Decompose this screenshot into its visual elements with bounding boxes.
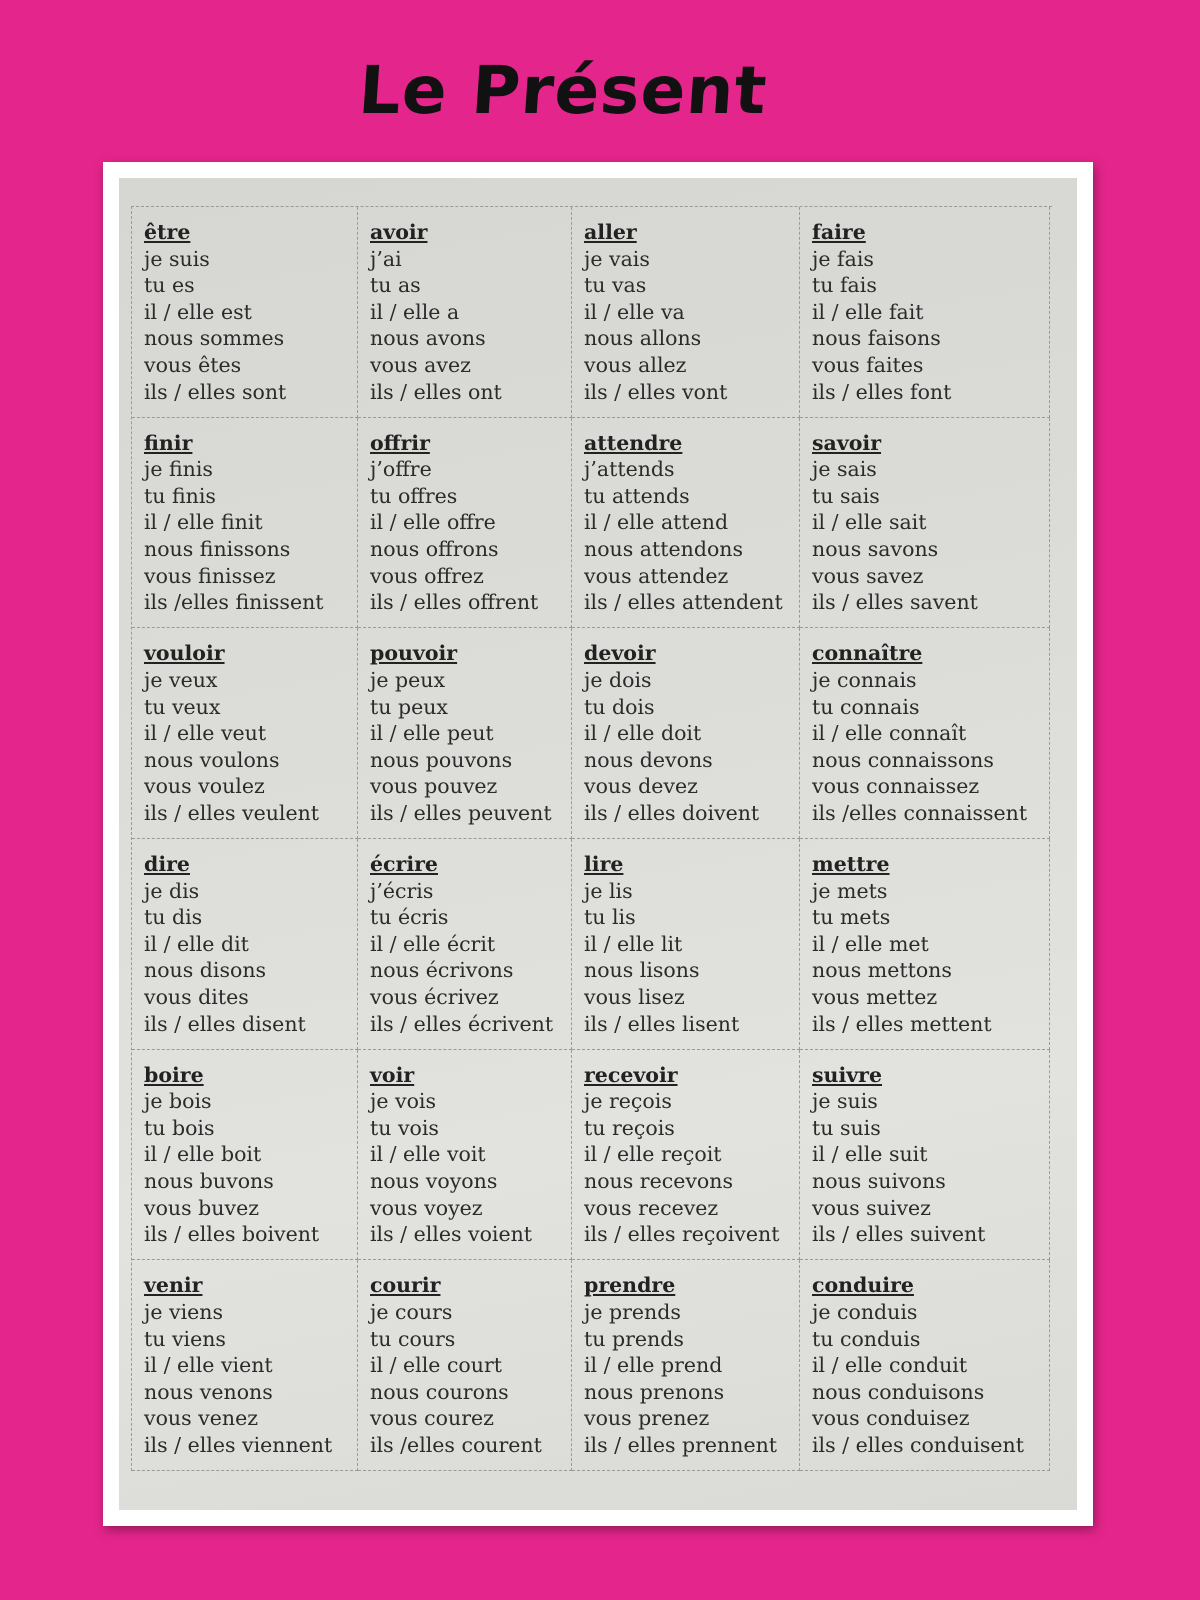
- conjugation-form: il / elle attend: [584, 510, 729, 535]
- conjugation-form: ils /elles courent: [370, 1432, 542, 1457]
- verb-infinitive: pouvoir: [370, 641, 458, 666]
- conjugation-form: ils / elles mettent: [812, 1011, 992, 1036]
- conjugation-form: ils / elles voient: [370, 1222, 533, 1247]
- conjugation-form: ils / elles savent: [812, 590, 978, 615]
- conjugation-form: tu écris: [370, 905, 449, 930]
- conjugation-form: nous connaissons: [812, 747, 994, 772]
- verb-cell: [358, 1050, 572, 1261]
- conjugation-form: tu reçois: [584, 1115, 675, 1140]
- conjugation-form: nous écrivons: [370, 958, 514, 983]
- conjugation-form: tu finis: [144, 483, 216, 508]
- conjugation-table: [131, 206, 1052, 1471]
- conjugation-form: vous allez: [584, 352, 687, 377]
- conjugation-form: nous allons: [584, 326, 702, 351]
- conjugation-form: vous lisez: [584, 984, 685, 1009]
- conjugation-form: il / elle fait: [812, 299, 924, 324]
- conjugation-form: tu dis: [144, 905, 203, 930]
- conjugation-form: vous voulez: [144, 774, 265, 799]
- conjugation-form: tu viens: [144, 1326, 226, 1351]
- verb-cell: [358, 418, 572, 629]
- conjugation-form: nous recevons: [584, 1169, 733, 1194]
- conjugation-form: j’écris: [370, 878, 434, 903]
- conjugation-form: ils / elles attendent: [584, 590, 783, 615]
- verb-infinitive: aller: [584, 220, 637, 244]
- conjugation-form: je vais: [584, 246, 650, 271]
- conjugation-form: ils / elles viennent: [144, 1432, 333, 1457]
- conjugation-form: ils / elles vont: [584, 379, 728, 404]
- verb-cell: [132, 1260, 358, 1471]
- verb-infinitive: avoir: [370, 220, 428, 244]
- conjugation-form: je conduis: [812, 1299, 918, 1324]
- conjugation-form: ils / elles peuvent: [370, 800, 552, 825]
- verb-cell: [358, 207, 572, 418]
- conjugation-form: nous lisons: [584, 958, 700, 983]
- conjugation-form: vous faites: [812, 352, 924, 377]
- conjugation-form: je connais: [812, 667, 917, 692]
- conjugation-form: ils /elles connaissent: [812, 800, 1028, 825]
- verb-infinitive: voir: [370, 1062, 415, 1087]
- conjugation-form: il / elle peut: [370, 721, 494, 746]
- conjugation-form: ils / elles suivent: [812, 1222, 986, 1247]
- conjugation-form: vous recevez: [584, 1195, 719, 1220]
- conjugation-form: nous faisons: [812, 326, 941, 351]
- conjugation-form: nous venons: [144, 1379, 273, 1404]
- conjugation-form: nous pouvons: [370, 747, 513, 772]
- verb-infinitive: attendre: [584, 430, 683, 455]
- conjugation-form: je dois: [584, 667, 652, 692]
- conjugation-form: je cours: [370, 1299, 453, 1324]
- conjugation-form: vous êtes: [144, 352, 242, 377]
- conjugation-form: il / elle met: [812, 931, 929, 956]
- verb-cell: [132, 1050, 358, 1261]
- verb-infinitive: courir: [370, 1273, 441, 1298]
- conjugation-form: j’attends: [584, 457, 675, 482]
- conjugation-form: tu prends: [584, 1326, 684, 1351]
- conjugation-form: je vois: [370, 1089, 437, 1114]
- verb-infinitive: faire: [812, 220, 866, 244]
- conjugation-form: il / elle a: [370, 299, 460, 324]
- conjugation-form: je bois: [144, 1089, 212, 1114]
- conjugation-form: nous voulons: [144, 747, 280, 772]
- conjugation-form: ils / elles lisent: [584, 1011, 740, 1036]
- verb-cell: [572, 628, 800, 839]
- verb-infinitive: finir: [144, 430, 193, 455]
- conjugation-form: nous avons: [370, 326, 486, 351]
- verb-cell: [572, 1260, 800, 1471]
- verb-cell: [572, 1050, 800, 1261]
- conjugation-form: vous attendez: [584, 563, 729, 588]
- conjugation-form: je viens: [144, 1299, 223, 1324]
- conjugation-form: tu es: [144, 273, 195, 298]
- conjugation-form: il / elle voit: [370, 1142, 486, 1167]
- conjugation-form: il / elle offre: [370, 510, 496, 535]
- conjugation-form: je lis: [584, 878, 633, 903]
- conjugation-form: tu fais: [812, 273, 877, 298]
- conjugation-form: nous mettons: [812, 958, 952, 983]
- conjugation-form: il / elle sait: [812, 510, 927, 535]
- conjugation-form: nous disons: [144, 958, 267, 983]
- page-title: Le Présent: [356, 52, 770, 129]
- conjugation-form: je mets: [812, 878, 888, 903]
- conjugation-form: tu cours: [370, 1326, 456, 1351]
- verb-cell: [800, 628, 1050, 839]
- conjugation-form: nous buvons: [144, 1169, 274, 1194]
- conjugation-form: je fais: [812, 246, 874, 271]
- conjugation-form: j’ai: [370, 246, 402, 271]
- verb-cell: [132, 418, 358, 629]
- verb-infinitive: être: [144, 220, 191, 244]
- conjugation-form: il / elle court: [370, 1353, 503, 1378]
- conjugation-form: ils / elles offrent: [370, 590, 539, 615]
- conjugation-form: tu suis: [812, 1115, 881, 1140]
- verb-cell: [132, 839, 358, 1050]
- conjugation-form: il / elle reçoit: [584, 1142, 722, 1167]
- verb-cell: [358, 1260, 572, 1471]
- conjugation-form: il / elle connaît: [812, 721, 967, 746]
- conjugation-form: il / elle boit: [144, 1142, 262, 1167]
- conjugation-form: j’offre: [370, 457, 432, 482]
- conjugation-form: tu connais: [812, 694, 920, 719]
- verb-cell: [800, 207, 1050, 418]
- conjugation-form: je suis: [144, 246, 210, 271]
- conjugation-form: je veux: [144, 667, 218, 692]
- conjugation-form: vous buvez: [144, 1195, 260, 1220]
- conjugation-form: nous offrons: [370, 537, 499, 562]
- verb-infinitive: lire: [584, 852, 624, 876]
- photo-frame: [103, 162, 1093, 1526]
- conjugation-form: je reçois: [584, 1089, 672, 1114]
- conjugation-form: je dis: [144, 878, 200, 903]
- conjugation-form: nous conduisons: [812, 1379, 985, 1404]
- conjugation-form: tu vas: [584, 273, 647, 298]
- verb-infinitive: mettre: [812, 852, 890, 876]
- verb-cell: [800, 839, 1050, 1050]
- conjugation-form: il / elle vient: [144, 1353, 273, 1378]
- conjugation-form: il / elle dit: [144, 931, 249, 956]
- conjugation-form: il / elle est: [144, 299, 252, 324]
- conjugation-form: je finis: [144, 457, 213, 482]
- verb-cell: [800, 418, 1050, 629]
- verb-infinitive: dire: [144, 852, 190, 876]
- conjugation-form: tu mets: [812, 905, 891, 930]
- conjugation-form: tu lis: [584, 905, 636, 930]
- verb-cell: [800, 1050, 1050, 1261]
- conjugation-form: il / elle prend: [584, 1353, 723, 1378]
- conjugation-form: je peux: [370, 667, 446, 692]
- conjugation-form: ils / elles veulent: [144, 800, 320, 825]
- conjugation-form: il / elle doit: [584, 721, 702, 746]
- verb-cell: [132, 207, 358, 418]
- conjugation-form: vous venez: [144, 1406, 259, 1431]
- verb-infinitive: prendre: [584, 1273, 676, 1298]
- verb-infinitive: savoir: [812, 430, 881, 455]
- verb-cell: [132, 628, 358, 839]
- conjugation-form: il / elle conduit: [812, 1353, 968, 1378]
- verb-infinitive: offrir: [370, 430, 430, 455]
- conjugation-form: vous pouvez: [370, 774, 498, 799]
- conjugation-form: je prends: [584, 1299, 681, 1324]
- verb-infinitive: conduire: [812, 1273, 914, 1298]
- conjugation-form: tu as: [370, 273, 421, 298]
- verb-infinitive: recevoir: [584, 1062, 678, 1087]
- verb-cell: [800, 1260, 1050, 1471]
- conjugation-form: ils / elles boivent: [144, 1222, 320, 1247]
- conjugation-form: nous attendons: [584, 537, 744, 562]
- conjugation-form: vous prenez: [584, 1406, 710, 1431]
- conjugation-form: vous connaissez: [812, 774, 980, 799]
- verb-infinitive: suivre: [812, 1062, 882, 1087]
- conjugation-form: je suis: [812, 1089, 878, 1114]
- verb-cell: [572, 839, 800, 1050]
- verb-cell: [572, 207, 800, 418]
- verb-infinitive: vouloir: [144, 641, 225, 666]
- conjugation-form: tu peux: [370, 694, 448, 719]
- conjugation-form: tu conduis: [812, 1326, 921, 1351]
- conjugation-form: ils /elles finissent: [144, 590, 324, 615]
- conjugation-form: ils / elles conduisent: [812, 1432, 1024, 1457]
- conjugation-form: tu veux: [144, 694, 221, 719]
- verb-infinitive: boire: [144, 1062, 204, 1087]
- conjugation-form: vous finissez: [144, 563, 276, 588]
- conjugation-form: il / elle écrit: [370, 931, 496, 956]
- conjugation-form: ils / elles écrivent: [370, 1011, 554, 1036]
- conjugation-form: tu attends: [584, 483, 690, 508]
- conjugation-form: ils / elles prennent: [584, 1432, 778, 1457]
- conjugation-form: nous savons: [812, 537, 939, 562]
- verb-infinitive: venir: [144, 1273, 203, 1298]
- conjugation-form: il / elle suit: [812, 1142, 928, 1167]
- conjugation-form: tu bois: [144, 1115, 215, 1140]
- conjugation-form: nous devons: [584, 747, 713, 772]
- verb-cell: [572, 418, 800, 629]
- conjugation-form: tu vois: [370, 1115, 439, 1140]
- conjugation-form: nous voyons: [370, 1169, 498, 1194]
- conjugation-form: vous écrivez: [370, 984, 499, 1009]
- conjugation-form: il / elle lit: [584, 931, 683, 956]
- conjugation-form: vous devez: [584, 774, 698, 799]
- conjugation-form: tu offres: [370, 483, 458, 508]
- conjugation-form: nous finissons: [144, 537, 291, 562]
- verb-cell: [358, 839, 572, 1050]
- conjugation-form: tu sais: [812, 483, 880, 508]
- conjugation-form: il / elle veut: [144, 721, 267, 746]
- conjugation-form: vous dites: [144, 984, 249, 1009]
- conjugation-form: ils / elles ont: [370, 379, 502, 404]
- verb-infinitive: écrire: [370, 852, 438, 876]
- verb-infinitive: connaître: [812, 641, 923, 666]
- conjugation-form: vous courez: [370, 1406, 494, 1431]
- verb-cell: [358, 628, 572, 839]
- conjugation-form: ils / elles font: [812, 379, 952, 404]
- conjugation-form: vous conduisez: [812, 1406, 970, 1431]
- conjugation-form: vous suivez: [812, 1195, 931, 1220]
- verb-infinitive: devoir: [584, 641, 656, 666]
- conjugation-form: nous prenons: [584, 1379, 725, 1404]
- conjugation-form: nous suivons: [812, 1169, 946, 1194]
- conjugation-form: ils / elles doivent: [584, 800, 760, 825]
- conjugation-form: tu dois: [584, 694, 655, 719]
- conjugation-form: ils / elles sont: [144, 379, 287, 404]
- conjugation-form: nous courons: [370, 1379, 509, 1404]
- conjugation-form: vous voyez: [370, 1195, 483, 1220]
- conjugation-form: vous offrez: [370, 563, 484, 588]
- conjugation-form: vous avez: [370, 352, 471, 377]
- conjugation-form: ils / elles reçoivent: [584, 1222, 780, 1247]
- conjugation-form: ils / elles disent: [144, 1011, 306, 1036]
- conjugation-form: il / elle finit: [144, 510, 263, 535]
- conjugation-form: vous savez: [812, 563, 924, 588]
- conjugation-form: nous sommes: [144, 326, 285, 351]
- conjugation-form: je sais: [812, 457, 877, 482]
- conjugation-form: vous mettez: [812, 984, 938, 1009]
- conjugation-form: il / elle va: [584, 299, 685, 324]
- worksheet-paper: [119, 178, 1077, 1510]
